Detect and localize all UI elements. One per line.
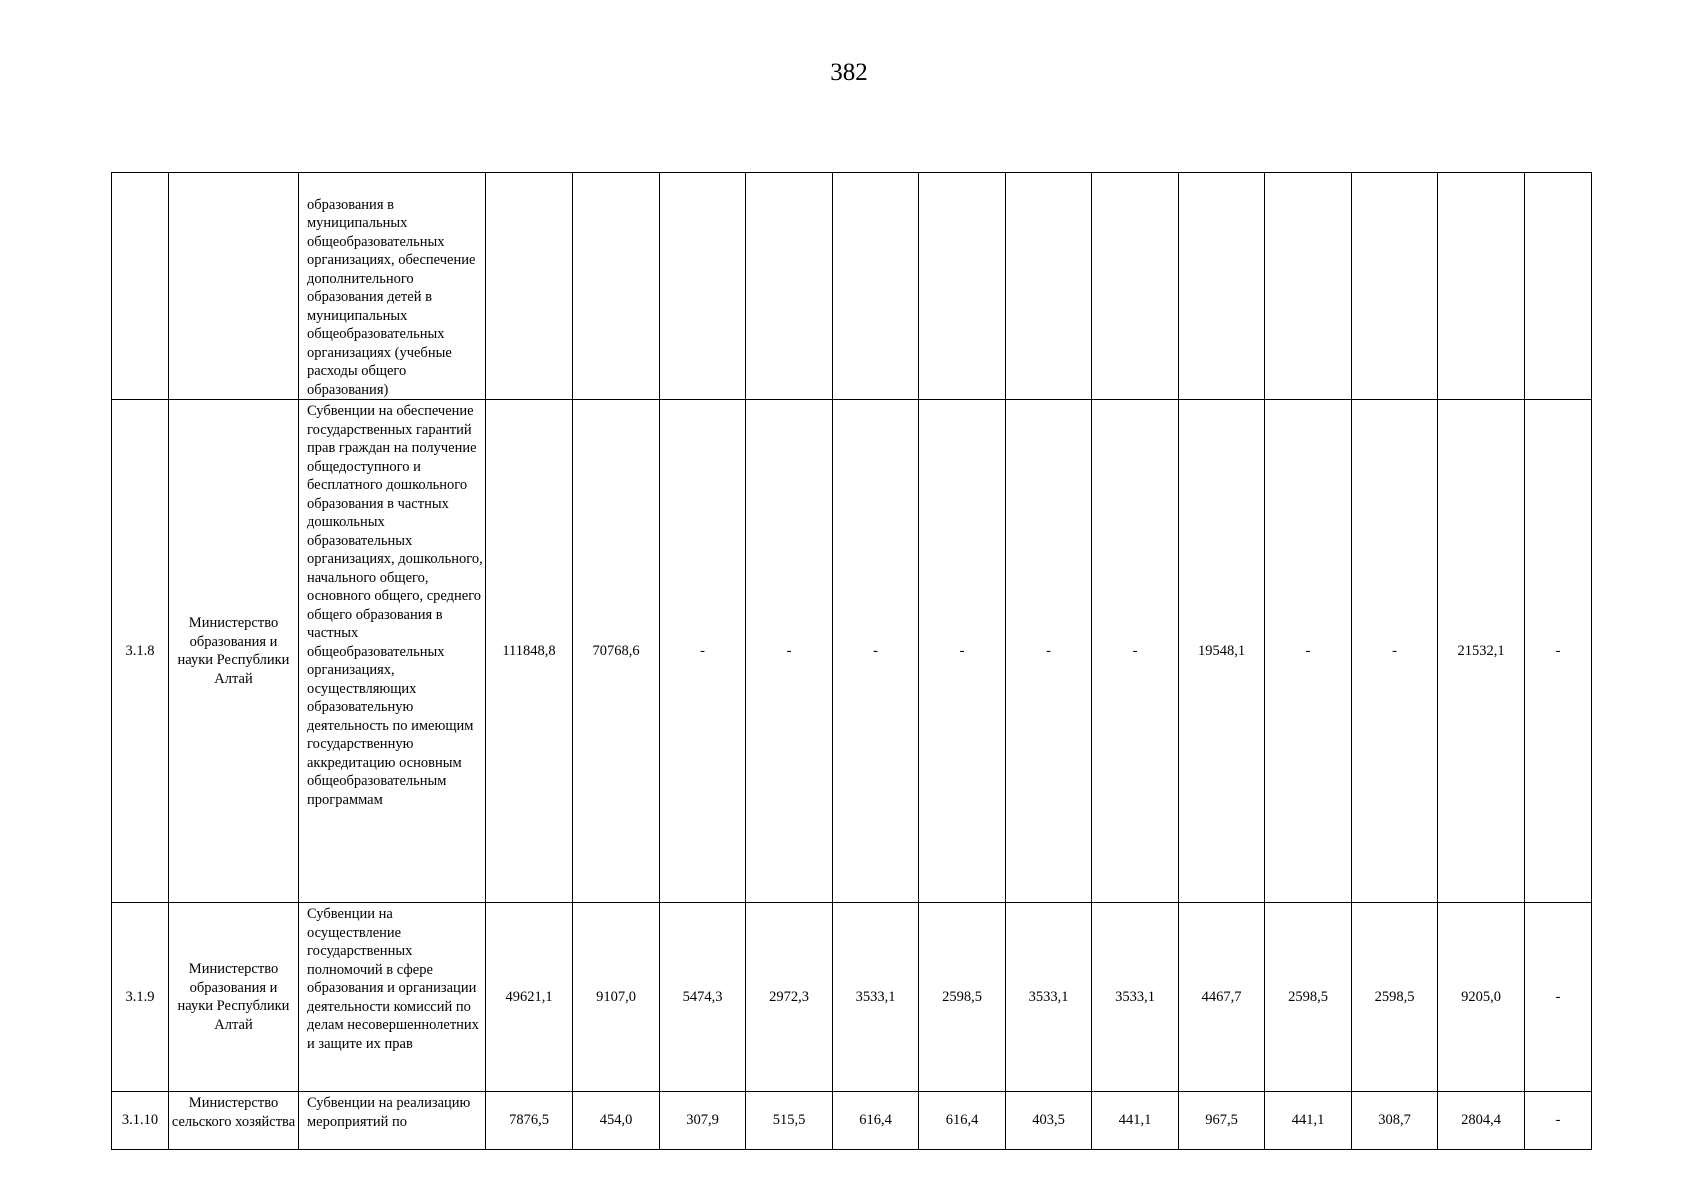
value-cell: - xyxy=(833,400,919,903)
row-organization: Министерство образования и науки Республики Алтай xyxy=(169,400,299,903)
value-cell xyxy=(1092,173,1179,400)
value-cell: 21532,1 xyxy=(1438,400,1525,903)
value-cell: - xyxy=(1525,400,1592,903)
value-cell: - xyxy=(1006,400,1092,903)
value-cell xyxy=(746,173,833,400)
row-code: 3.1.8 xyxy=(112,400,169,903)
row-description: образования в муниципальных общеобразовательных организациях, обеспечение дополнительного образования детей в муниципальных общеобразовательных организациях (учебные расходы общего образования) xyxy=(299,173,486,400)
value-cell xyxy=(919,173,1006,400)
value-cell: 2972,3 xyxy=(746,903,833,1092)
value-cell: 70768,6 xyxy=(573,400,660,903)
row-description: Субвенции на осуществление государственных полномочий в сфере образования и организации деятельности комиссий по делам несовершеннолетних и защите их прав xyxy=(299,903,486,1092)
value-cell xyxy=(833,173,919,400)
value-cell xyxy=(1352,173,1438,400)
row-organization: Министерство образования и науки Республики Алтай xyxy=(169,903,299,1092)
value-cell: 9107,0 xyxy=(573,903,660,1092)
value-cell: 9205,0 xyxy=(1438,903,1525,1092)
value-cell: 4467,7 xyxy=(1179,903,1265,1092)
row-description: Субвенции на обеспечение государственных гарантий прав граждан на получение общедоступного и бесплатного дошкольного образования в частных дошкольных образовательных организациях, дошкольного, начального общего, основного общего, среднего общего образования в частных общеобразовательных организациях, осуществляющих образовательную деятельность по имеющим государственную аккредитацию основным общеобразовательным программам xyxy=(299,400,486,903)
value-cell xyxy=(573,173,660,400)
value-cell: 2598,5 xyxy=(1265,903,1352,1092)
value-cell: 3533,1 xyxy=(1006,903,1092,1092)
value-cell: 307,9 xyxy=(660,1092,746,1150)
value-cell: - xyxy=(1265,400,1352,903)
value-cell: 308,7 xyxy=(1352,1092,1438,1150)
value-cell: - xyxy=(746,400,833,903)
value-cell: 5474,3 xyxy=(660,903,746,1092)
value-cell: - xyxy=(919,400,1006,903)
value-cell: 454,0 xyxy=(573,1092,660,1150)
value-cell: 441,1 xyxy=(1265,1092,1352,1150)
value-cell: 2598,5 xyxy=(1352,903,1438,1092)
value-cell: 7876,5 xyxy=(486,1092,573,1150)
value-cell: 967,5 xyxy=(1179,1092,1265,1150)
page-number: 382 xyxy=(830,59,868,86)
value-cell: 111848,8 xyxy=(486,400,573,903)
value-cell xyxy=(1438,173,1525,400)
value-cell: 2598,5 xyxy=(919,903,1006,1092)
value-cell xyxy=(1525,173,1592,400)
table-row xyxy=(112,400,1592,903)
value-cell: - xyxy=(1352,400,1438,903)
row-description: Субвенции на реализацию мероприятий по xyxy=(299,1092,486,1150)
value-cell xyxy=(1265,173,1352,400)
value-cell: 3533,1 xyxy=(833,903,919,1092)
value-cell xyxy=(660,173,746,400)
row-code: 3.1.10 xyxy=(112,1092,169,1150)
value-cell: 2804,4 xyxy=(1438,1092,1525,1150)
value-cell: 49621,1 xyxy=(486,903,573,1092)
value-cell: - xyxy=(1092,400,1179,903)
value-cell xyxy=(1179,173,1265,400)
value-cell: - xyxy=(1525,1092,1592,1150)
value-cell: 616,4 xyxy=(919,1092,1006,1150)
value-cell: - xyxy=(1525,903,1592,1092)
value-cell xyxy=(1006,173,1092,400)
row-code: 3.1.9 xyxy=(112,903,169,1092)
value-cell: 3533,1 xyxy=(1092,903,1179,1092)
row-code xyxy=(112,173,169,400)
row-organization xyxy=(169,173,299,400)
table-row xyxy=(112,903,1592,1092)
value-cell: 616,4 xyxy=(833,1092,919,1150)
value-cell xyxy=(486,173,573,400)
value-cell: 441,1 xyxy=(1092,1092,1179,1150)
value-cell: 403,5 xyxy=(1006,1092,1092,1150)
value-cell: 515,5 xyxy=(746,1092,833,1150)
value-cell: 19548,1 xyxy=(1179,400,1265,903)
row-organization: Министерство сельского хозяйства xyxy=(169,1092,299,1150)
budget-table xyxy=(111,172,1592,1150)
table-row xyxy=(112,1092,1592,1150)
table-row xyxy=(112,173,1592,400)
value-cell: - xyxy=(660,400,746,903)
